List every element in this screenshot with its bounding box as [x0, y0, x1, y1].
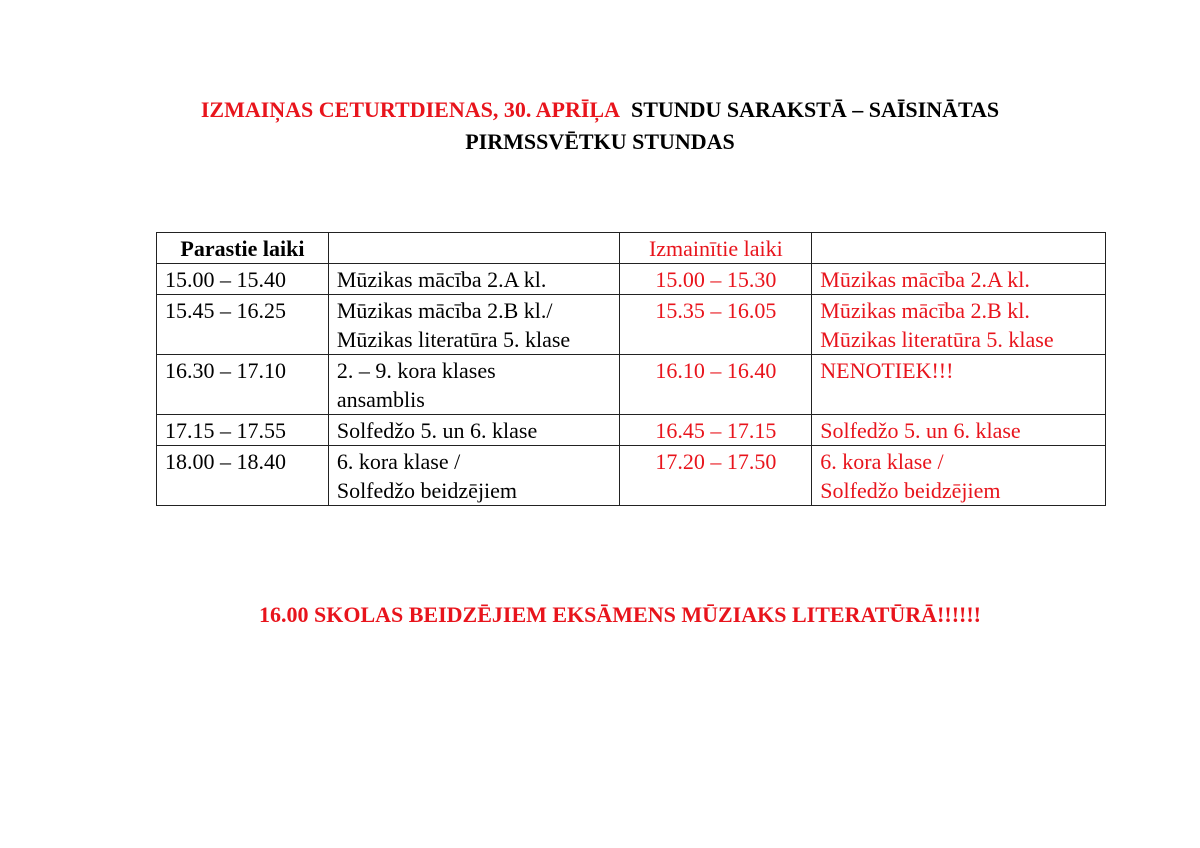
- new-subject-line: 6. kora klase /: [820, 449, 944, 474]
- new-time-cell: 15.00 – 15.30: [620, 264, 812, 295]
- old-subject-line: ansamblis: [336, 387, 425, 412]
- old-subject-line: Solfedžo beidzējiem: [336, 478, 518, 503]
- title-red-part: IZMAIŅAS CETURTDIENAS, 30. APRĪĻA: [200, 97, 620, 122]
- old-subject-line: Solfedžo 5. un 6. klase: [336, 418, 538, 443]
- new-subject-line: Mūzikas literatūra 5. klase: [820, 327, 1054, 352]
- new-time-cell: 16.10 – 16.40: [620, 355, 812, 415]
- header-usual-subject: [328, 233, 620, 264]
- new-time-cell: 17.20 – 17.50: [620, 446, 812, 506]
- old-subject-line: 6. kora klase /: [336, 449, 461, 474]
- table-row: [157, 355, 1106, 415]
- new-subject-cell: [812, 295, 1106, 355]
- old-subject-cell: [328, 355, 620, 415]
- table-row: [157, 295, 1106, 355]
- exam-notice: 16.00 SKOLAS BEIDZĒJIEM EKSĀMENS MŪZIAKS LITERATŪRĀ!!!!!!: [258, 602, 981, 627]
- old-subject-cell: [328, 415, 620, 446]
- new-subject-line: Solfedžo beidzējiem: [820, 478, 1001, 503]
- header-usual-times: Parastie laiki: [157, 233, 329, 264]
- header-changed-times: Izmainītie laiki: [620, 233, 812, 264]
- table-row: [157, 446, 1106, 506]
- new-subject-line: Mūzikas mācība 2.B kl.: [820, 298, 1030, 323]
- old-subject-line: 2. – 9. kora klases: [336, 358, 496, 383]
- old-time-cell: 16.30 – 17.10: [157, 355, 329, 415]
- old-time-cell: 18.00 – 18.40: [157, 446, 329, 506]
- new-subject-cell: [812, 264, 1106, 295]
- document-title: [0, 94, 1200, 158]
- old-subject-line: Mūzikas mācība 2.A kl.: [336, 267, 547, 292]
- old-subject-cell: [328, 264, 620, 295]
- old-subject-line: Mūzikas literatūra 5. klase: [336, 327, 571, 352]
- old-subject-line: Mūzikas mācība 2.B kl./: [336, 298, 553, 323]
- new-subject-line: Solfedžo 5. un 6. klase: [820, 418, 1021, 443]
- new-time-cell: 15.35 – 16.05: [620, 295, 812, 355]
- old-time-cell: 17.15 – 17.55: [157, 415, 329, 446]
- old-subject-cell: [328, 295, 620, 355]
- table-header-row: [157, 233, 1106, 264]
- table-row: [157, 264, 1106, 295]
- new-subject-cell: [812, 355, 1106, 415]
- new-subject-line: NENOTIEK!!!: [820, 358, 954, 383]
- new-subject-line: Mūzikas mācība 2.A kl.: [820, 267, 1030, 292]
- old-subject-cell: [328, 446, 620, 506]
- old-time-cell: 15.45 – 16.25: [157, 295, 329, 355]
- new-subject-cell: [812, 446, 1106, 506]
- schedule-table: [156, 232, 1106, 506]
- new-time-cell: 16.45 – 17.15: [620, 415, 812, 446]
- title-black-part: STUNDU SARAKSTĀ – SAĪSINĀTAS: [630, 97, 1000, 122]
- table-row: [157, 415, 1106, 446]
- new-subject-cell: [812, 415, 1106, 446]
- header-changed-subject: [812, 233, 1106, 264]
- old-time-cell: 15.00 – 15.40: [157, 264, 329, 295]
- title-line-2: PIRMSSVĒTKU STUNDAS: [465, 129, 735, 154]
